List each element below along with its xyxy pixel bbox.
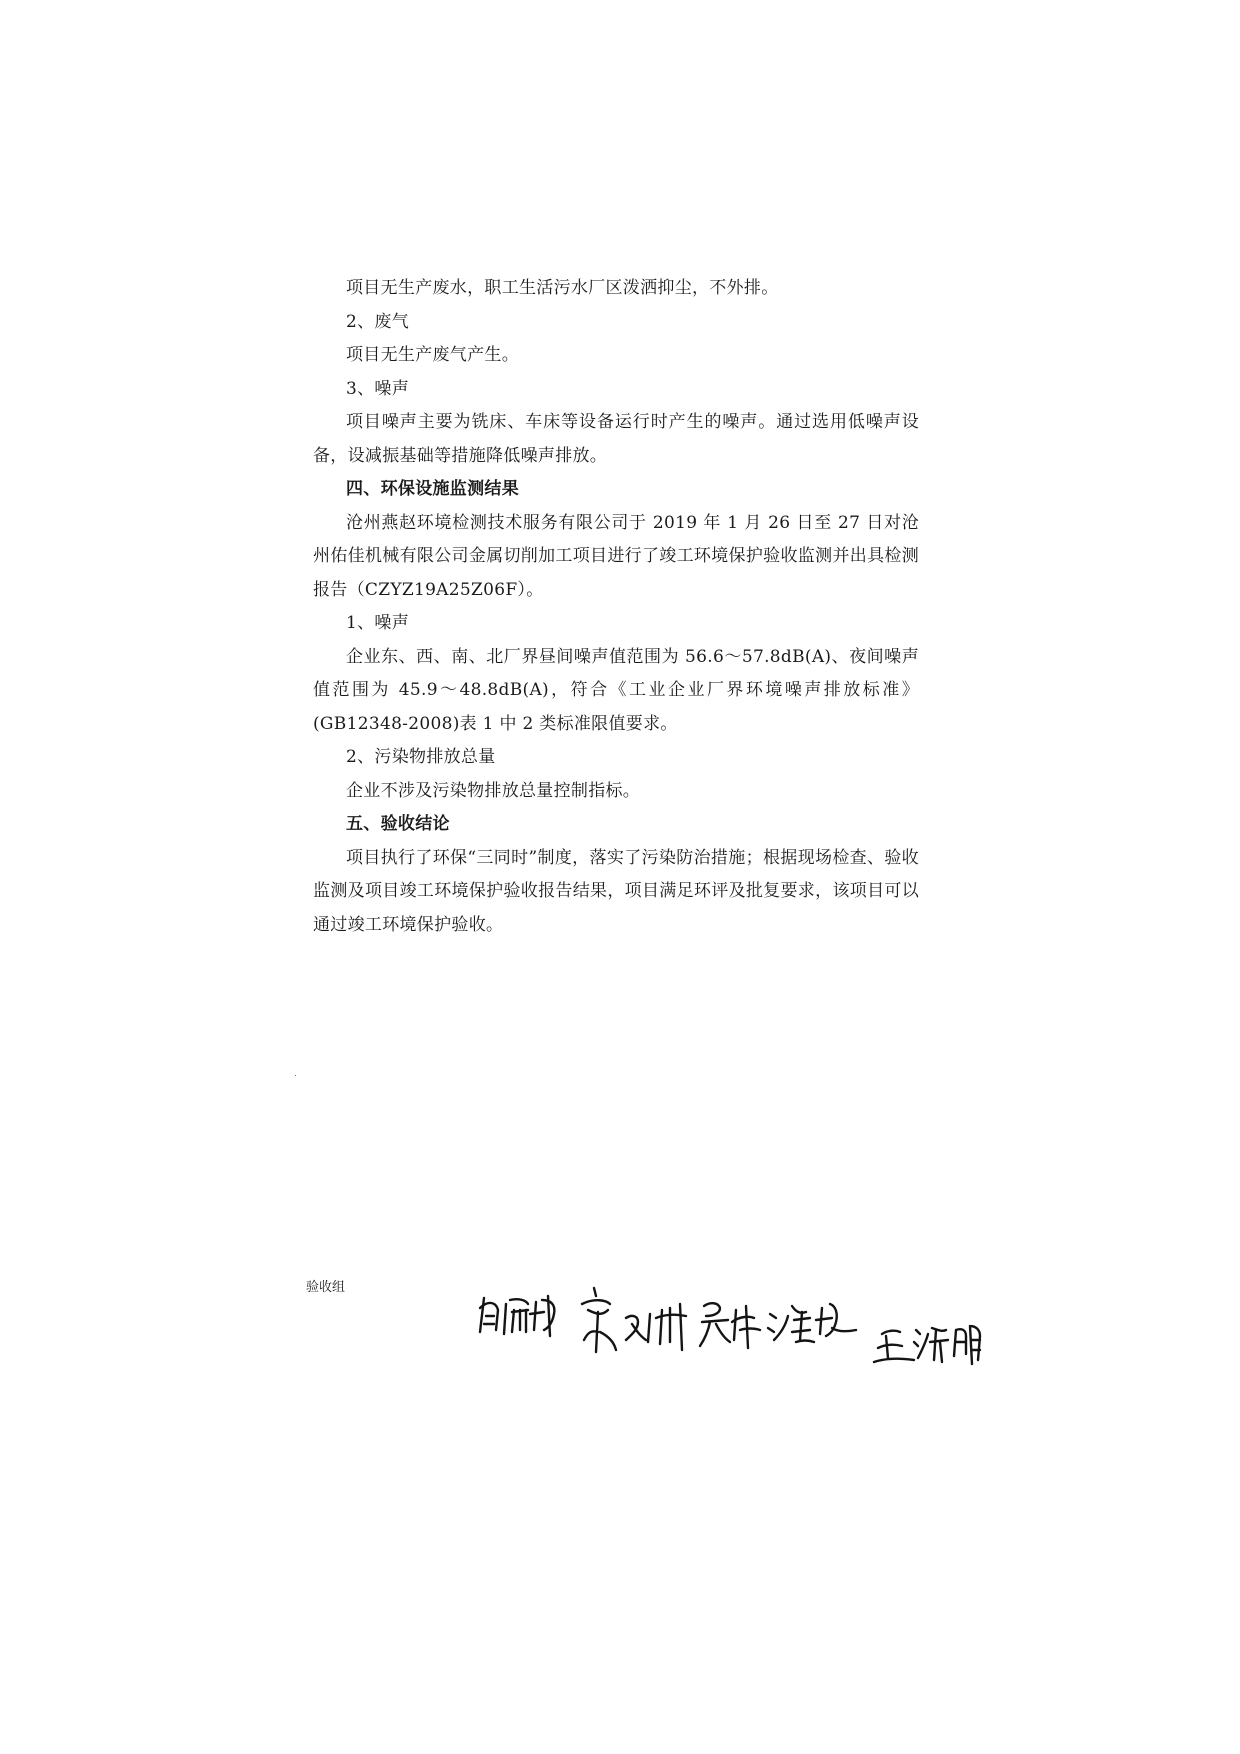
paragraph-pollutant-total: 企业不涉及污染物排放总量控制指标。 (346, 780, 641, 801)
paragraph-exhaust-gas: 项目无生产废气产生。 (346, 345, 519, 365)
section-heading-monitoring-results: 四、环保设施监测结果 (346, 479, 519, 499)
paragraph-conclusion: 项目执行了环保“三同时”制度，落实了污染防治措施；根据现场检查、验收监测及项目竣工环境保护验收报告结果，项目满足环评及批复要求，该项目可以通过竣工环境保护验收。 (313, 847, 919, 935)
handwritten-signatures (470, 1270, 1030, 1370)
section-heading-conclusion: 五、验收结论 (346, 814, 450, 834)
signature-3 (700, 1303, 760, 1348)
signature-1 (480, 1296, 554, 1336)
signature-area (470, 1270, 1030, 1370)
subheading-pollutant-total: 2、污染物排放总量 (346, 747, 496, 767)
document-body (313, 272, 919, 942)
paragraph-noise: 项目噪声主要为铣床、车床等设备运行时产生的噪声。通过选用低噪声设备，设减振基础等措施降低噪声排放。 (313, 412, 919, 466)
signature-5 (874, 1326, 980, 1364)
signoff-label: 验收组 (306, 1280, 346, 1295)
scan-speck (295, 1075, 296, 1076)
subheading-exhaust-gas: 2、废气 (346, 311, 410, 332)
subheading-noise: 3、噪声 (346, 378, 410, 399)
subheading-noise-results: 1、噪声 (346, 613, 410, 633)
signature-2 (582, 1288, 686, 1352)
paragraph-wastewater: 项目无生产废水，职工生活污水厂区泼洒抑尘，不外排。 (346, 278, 779, 298)
paragraph-noise-results: 企业东、西、南、北厂界昼间噪声值范围为 56.6～57.8dB(A)、夜间噪声值范围为 45.9～48.8dB(A)，符合《工业企业厂界环境噪声排放标准》(GB12348-2008)表 1 中 2 类标准限值要求。 (313, 646, 919, 734)
signature-4 (768, 1304, 856, 1342)
paragraph-monitoring-intro: 沧州燕赵环境检测技术服务有限公司于 2019 年 1 月 26 日至 27 日对沧州佑佳机械有限公司金属切削加工项目进行了竣工环境保护验收监测并出具检测报告（CZYZ19A25Z06F）。 (313, 512, 919, 600)
